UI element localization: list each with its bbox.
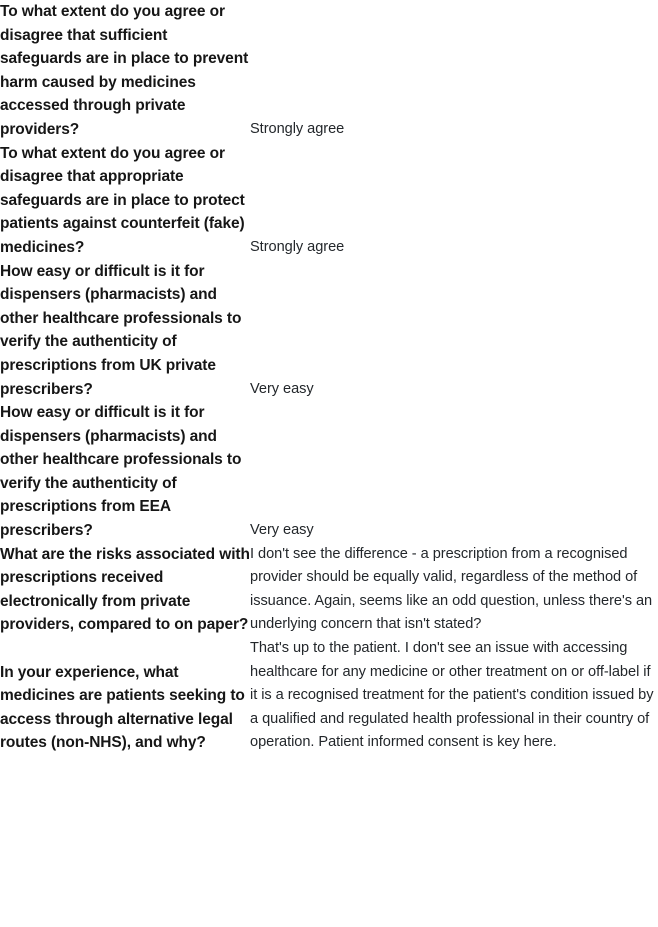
- table-row: [0, 0, 658, 142]
- question-text: To what extent do you agree or disagree that appropriate safeguards are in place to protect patients against counterfeit (fake) medicines?: [0, 144, 245, 256]
- question-text: What are the risks associated with prescriptions received electronically from private providers, compared to on paper?: [0, 545, 250, 634]
- table-row: [0, 142, 658, 260]
- answer-cell: [250, 543, 658, 637]
- question-text: To what extent do you agree or disagree that sufficient safeguards are in place to prevent harm caused by medicines accessed through private providers?: [0, 3, 249, 138]
- answer-cell: [250, 401, 658, 543]
- question-cell: [0, 637, 250, 755]
- table-row: [0, 260, 658, 402]
- answer-text: I don't see the difference - a prescription from a recognised provider should be equally valid, regardless of the method of issuance. Again, seems like an odd question, unless there's an underlying concern that isn't stated?: [250, 545, 653, 633]
- question-cell: [0, 0, 250, 142]
- question-cell: [0, 142, 250, 260]
- question-cell: [0, 543, 250, 637]
- answer-cell: [250, 0, 658, 142]
- answer-text: Strongly agree: [250, 120, 345, 137]
- table-row: [0, 401, 658, 543]
- answer-text: Very easy: [250, 380, 314, 397]
- answer-text: That's up to the patient. I don't see an issue with accessing healthcare for any medicine or other treatment on or off-label if it is a recognised treatment for the patient's condition issued by a qualified and regulated health professional in their country of operation. Patient informed consent is key here.: [250, 640, 654, 751]
- question-cell: [0, 401, 250, 543]
- answer-cell: [250, 637, 658, 755]
- table-row: [0, 637, 658, 755]
- table-row: [0, 543, 658, 637]
- answer-text: Very easy: [250, 522, 314, 539]
- answer-cell: [250, 142, 658, 260]
- question-cell: [0, 260, 250, 402]
- answer-text: Strongly agree: [250, 238, 345, 255]
- question-text: In your experience, what medicines are patients seeking to access through alternative legal routes (non-NHS), and why?: [0, 663, 245, 752]
- answer-cell: [250, 260, 658, 402]
- question-text: How easy or difficult is it for dispensers (pharmacists) and other healthcare professionals to verify the authenticity of prescriptions from UK private prescribers?: [0, 262, 242, 398]
- question-text: How easy or difficult is it for dispensers (pharmacists) and other healthcare professionals to verify the authenticity of prescriptions from EEA prescribers?: [0, 404, 242, 540]
